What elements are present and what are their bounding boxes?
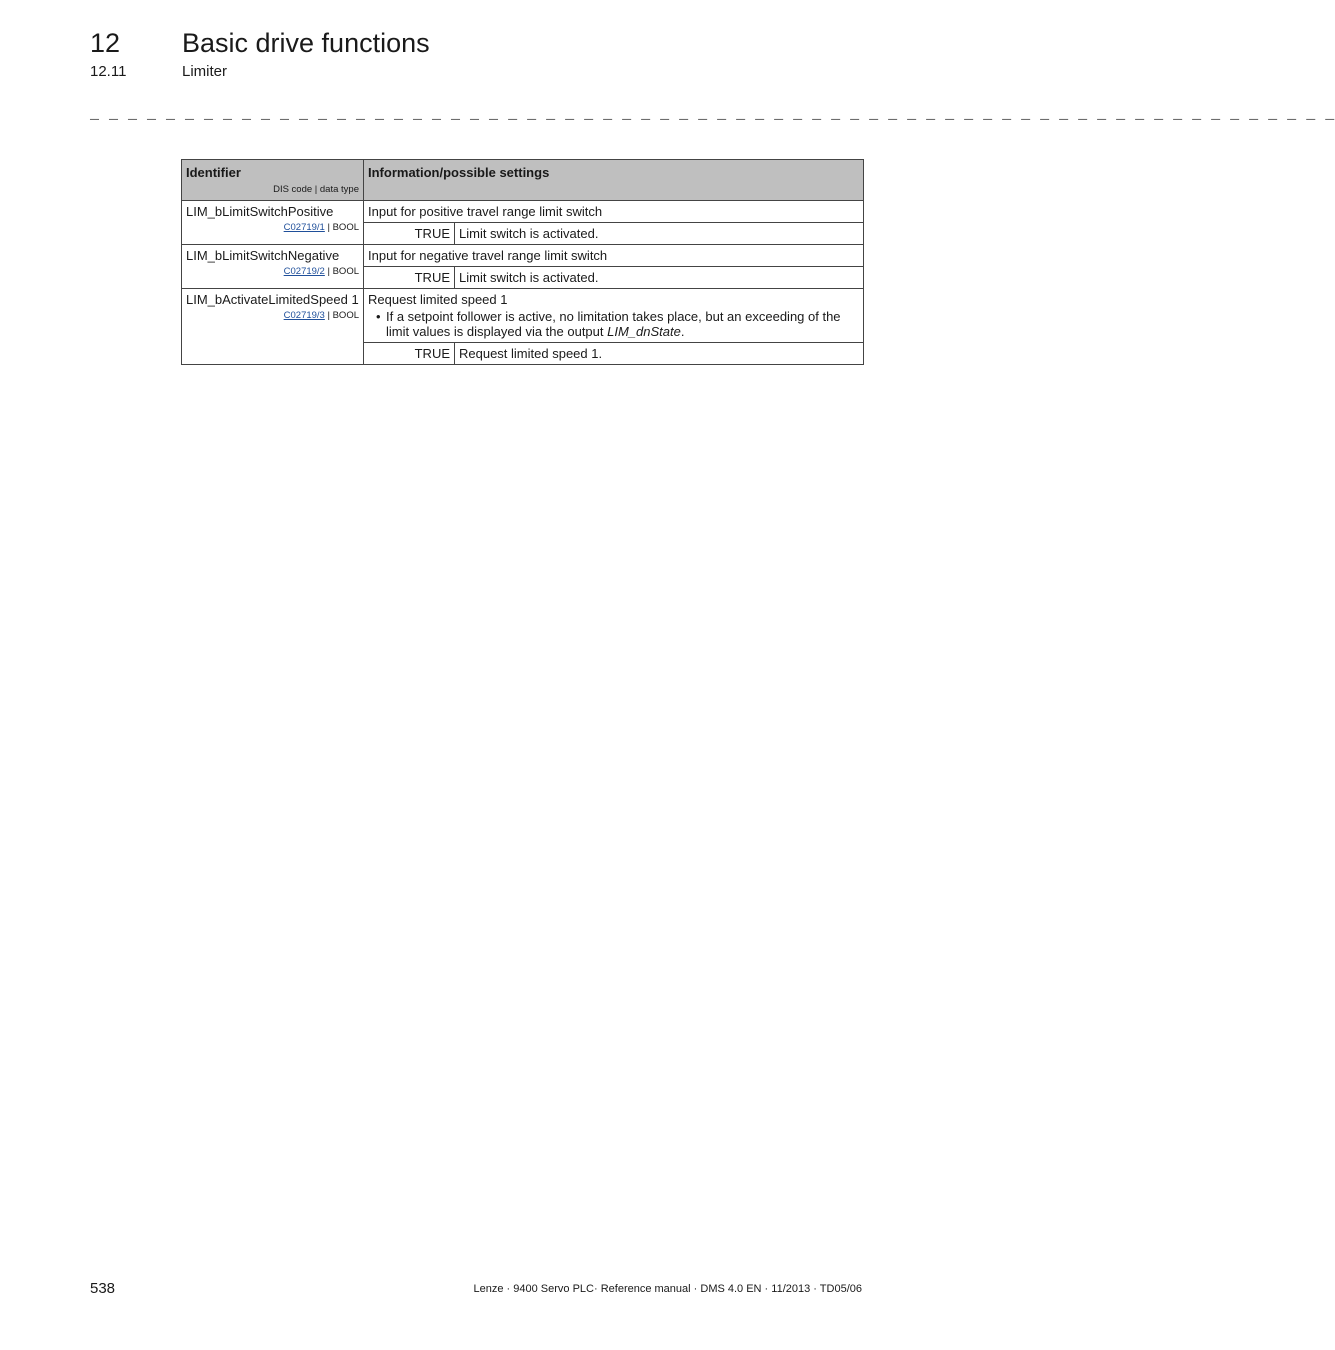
bullet-emphasis: LIM_dnState bbox=[607, 324, 681, 339]
header-separator: _ _ _ _ _ _ _ _ _ _ _ _ _ _ _ _ _ _ _ _ _ _ _ _ _ _ _ _ _ _ _ _ _ _ _ _ _ _ _ _ _ _ _ _ _ _ _ _ _ _ _ _ _ _ _ _ _ _ _ _ _ _ _ _ _ _ bbox=[90, 106, 1335, 123]
data-type: | BOOL bbox=[324, 222, 359, 233]
value-cell: TRUE bbox=[364, 223, 455, 245]
section-title: Limiter bbox=[182, 63, 228, 80]
value-text-cell: Request limited speed 1. bbox=[455, 343, 864, 365]
identifier-name: LIM_bLimitSwitchPositive bbox=[186, 204, 334, 219]
identifier-cell bbox=[182, 201, 364, 245]
parameter-table bbox=[181, 159, 864, 365]
value-text-cell: Limit switch is activated. bbox=[455, 223, 864, 245]
table-header-row bbox=[182, 160, 864, 201]
identifier-header-sub: DIS code | data type bbox=[273, 184, 359, 195]
code-link[interactable]: C02719/1 bbox=[283, 222, 325, 233]
footer-doc-info: Lenze · 9400 Servo PLC· Reference manual · DMS 4.0 EN · 11/2013 · TD05/06 bbox=[473, 1283, 862, 1295]
identifier-header-label: Identifier bbox=[186, 165, 241, 180]
chapter-title: Basic drive functions bbox=[182, 28, 430, 58]
identifier-name: LIM_bLimitSwitchNegative bbox=[186, 248, 340, 263]
identifier-header bbox=[182, 160, 364, 201]
description-cell bbox=[364, 289, 864, 343]
value-text-cell: Limit switch is activated. bbox=[455, 267, 864, 289]
bullet-item bbox=[368, 309, 859, 339]
page-number: 538 bbox=[90, 1280, 116, 1297]
bullet-text: If a setpoint follower is active, no limitation takes place, but an exceeding of the limit values is displayed via the output bbox=[386, 309, 841, 339]
code-link[interactable]: C02719/2 bbox=[283, 266, 325, 277]
table-row bbox=[182, 201, 864, 223]
section-number: 12.11 bbox=[90, 63, 127, 80]
description-text: Request limited speed 1 bbox=[368, 292, 508, 307]
bullet-marker: • bbox=[376, 309, 381, 324]
bullet-end: . bbox=[680, 324, 685, 339]
description-cell: Input for positive travel range limit switch bbox=[364, 201, 864, 223]
table-row bbox=[182, 289, 864, 343]
code-link[interactable]: C02719/3 bbox=[283, 310, 325, 321]
identifier-name: LIM_bActivateLimitedSpeed 1 bbox=[186, 292, 359, 307]
identifier-cell bbox=[182, 245, 364, 289]
table-row bbox=[182, 245, 864, 267]
info-header: Information/possible settings bbox=[364, 160, 864, 201]
data-type: | BOOL bbox=[324, 266, 359, 277]
identifier-cell bbox=[182, 289, 364, 365]
value-cell: TRUE bbox=[364, 267, 455, 289]
value-cell: TRUE bbox=[364, 343, 455, 365]
description-cell: Input for negative travel range limit switch bbox=[364, 245, 864, 267]
chapter-number: 12 bbox=[90, 28, 121, 58]
data-type: | BOOL bbox=[324, 310, 359, 321]
